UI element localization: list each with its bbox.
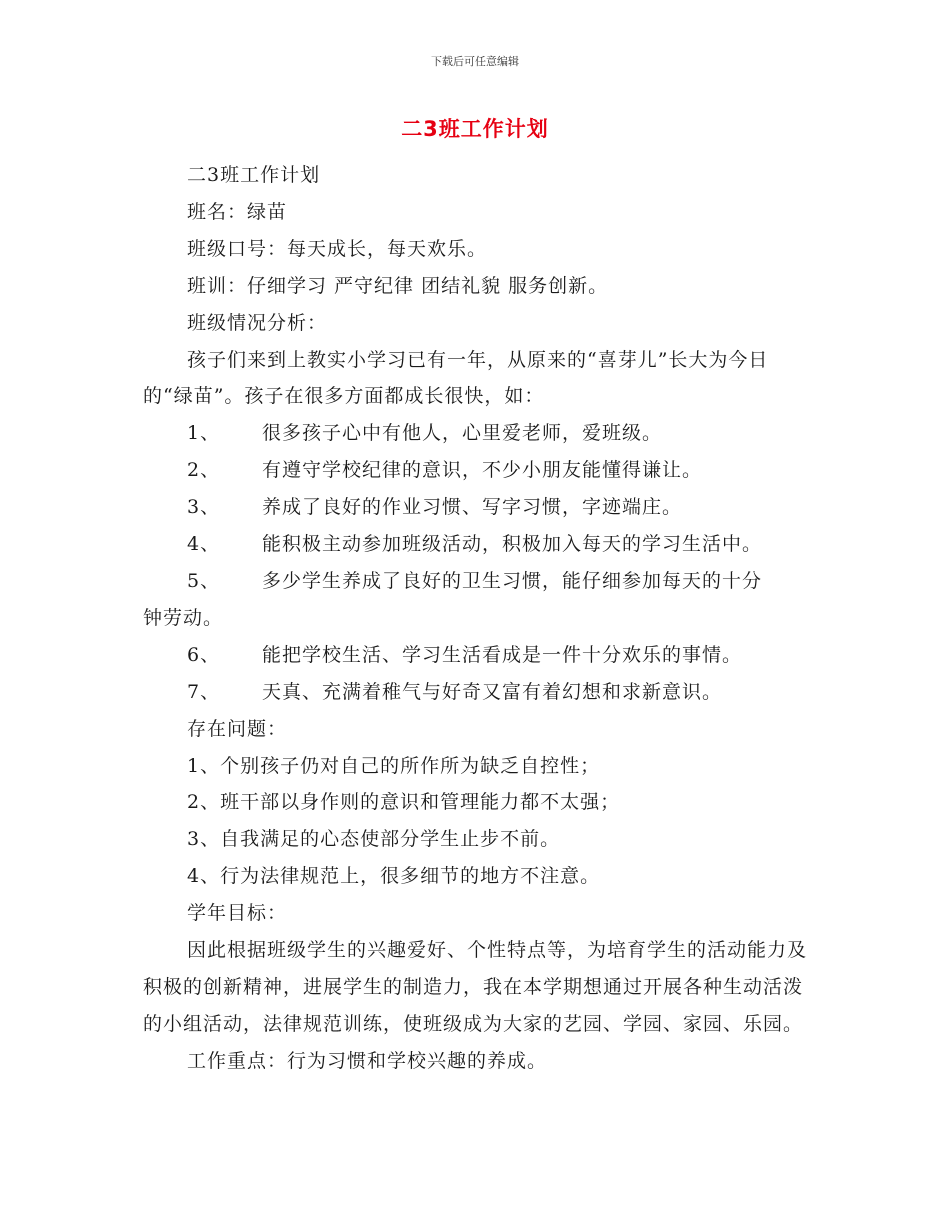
problem-item: 2、班干部以身作则的意识和管理能力都不太强； bbox=[187, 791, 621, 814]
subtitle-line: 二3班工作计划 bbox=[187, 164, 321, 186]
page-header: 下载后可任意编辑 bbox=[431, 55, 519, 68]
strength-item bbox=[143, 452, 807, 489]
strength-item bbox=[143, 674, 807, 711]
focus-line: 工作重点：行为习惯和学校兴趣的养成。 bbox=[187, 1049, 548, 1072]
strength-number: 1、 bbox=[187, 422, 221, 445]
strength-number: 4、 bbox=[187, 533, 221, 556]
strength-text: 很多孩子心中有他人，心里爱老师，爱班级。 bbox=[262, 422, 663, 445]
strength-text: 养成了良好的作业习惯、写字习惯，字迹端庄。 bbox=[262, 496, 683, 519]
strength-text: 能积极主动参加班级活动，积极加入每天的学习生活中。 bbox=[262, 533, 763, 556]
problem-item: 4、行为法律规范上，很多细节的地方不注意。 bbox=[187, 865, 601, 888]
problems-heading: 存在问题： bbox=[187, 717, 288, 740]
strength-text: 有遵守学校纪律的意识，不少小朋友能懂得谦让。 bbox=[262, 459, 703, 482]
strength-text: 能把学校生活、学习生活看成是一件十分欢乐的事情。 bbox=[262, 643, 743, 666]
strength-item bbox=[143, 526, 807, 563]
strength-item bbox=[143, 563, 807, 600]
class-name-line: 班名：绿苗 bbox=[187, 200, 288, 223]
strength-continuation: 钟劳动。 bbox=[143, 606, 224, 629]
document-body bbox=[143, 157, 807, 1080]
strength-number: 6、 bbox=[187, 643, 221, 666]
analysis-heading: 班级情况分析： bbox=[187, 311, 328, 334]
strength-number: 3、 bbox=[187, 496, 221, 519]
strength-number: 2、 bbox=[187, 459, 221, 482]
problem-item: 1、个别孩子仍对自己的所作所为缺乏自控性； bbox=[187, 754, 601, 777]
motto-line: 班训：仔细学习 严守纪律 团结礼貌 服务创新。 bbox=[187, 274, 609, 297]
goals-text: 因此根据班级学生的兴趣爱好、个性特点等，为培育学生的活动能力及积极的创新精神，进展学生的制造力，我在本学期想通过开展各种生动活泼的小组活动，法律规范训练，使班级成为大家的艺园、学园、家园、乐园。 bbox=[143, 939, 808, 1035]
slogan-line: 班级口号：每天成长，每天欢乐。 bbox=[187, 237, 488, 260]
problem-item: 3、自我满足的心态使部分学生止步不前。 bbox=[187, 828, 561, 851]
strength-text: 天真、充满着稚气与好奇又富有着幻想和求新意识。 bbox=[262, 680, 723, 703]
strength-number: 7、 bbox=[187, 680, 221, 703]
analysis-intro: 孩子们来到上教实小学习已有一年，从原来的“喜芽儿”长大为今日的“绿苗”。孩子在很多方面都成长很快，如： bbox=[143, 348, 769, 408]
document-title: 二3班工作计划 bbox=[401, 117, 549, 141]
goals-heading: 学年目标： bbox=[187, 902, 288, 925]
strength-item bbox=[143, 489, 807, 526]
strength-number: 5、 bbox=[187, 569, 221, 592]
strength-item bbox=[143, 415, 807, 452]
strength-text: 多少学生养成了良好的卫生习惯，能仔细参加每天的十分 bbox=[262, 569, 763, 592]
strength-item bbox=[143, 637, 807, 674]
